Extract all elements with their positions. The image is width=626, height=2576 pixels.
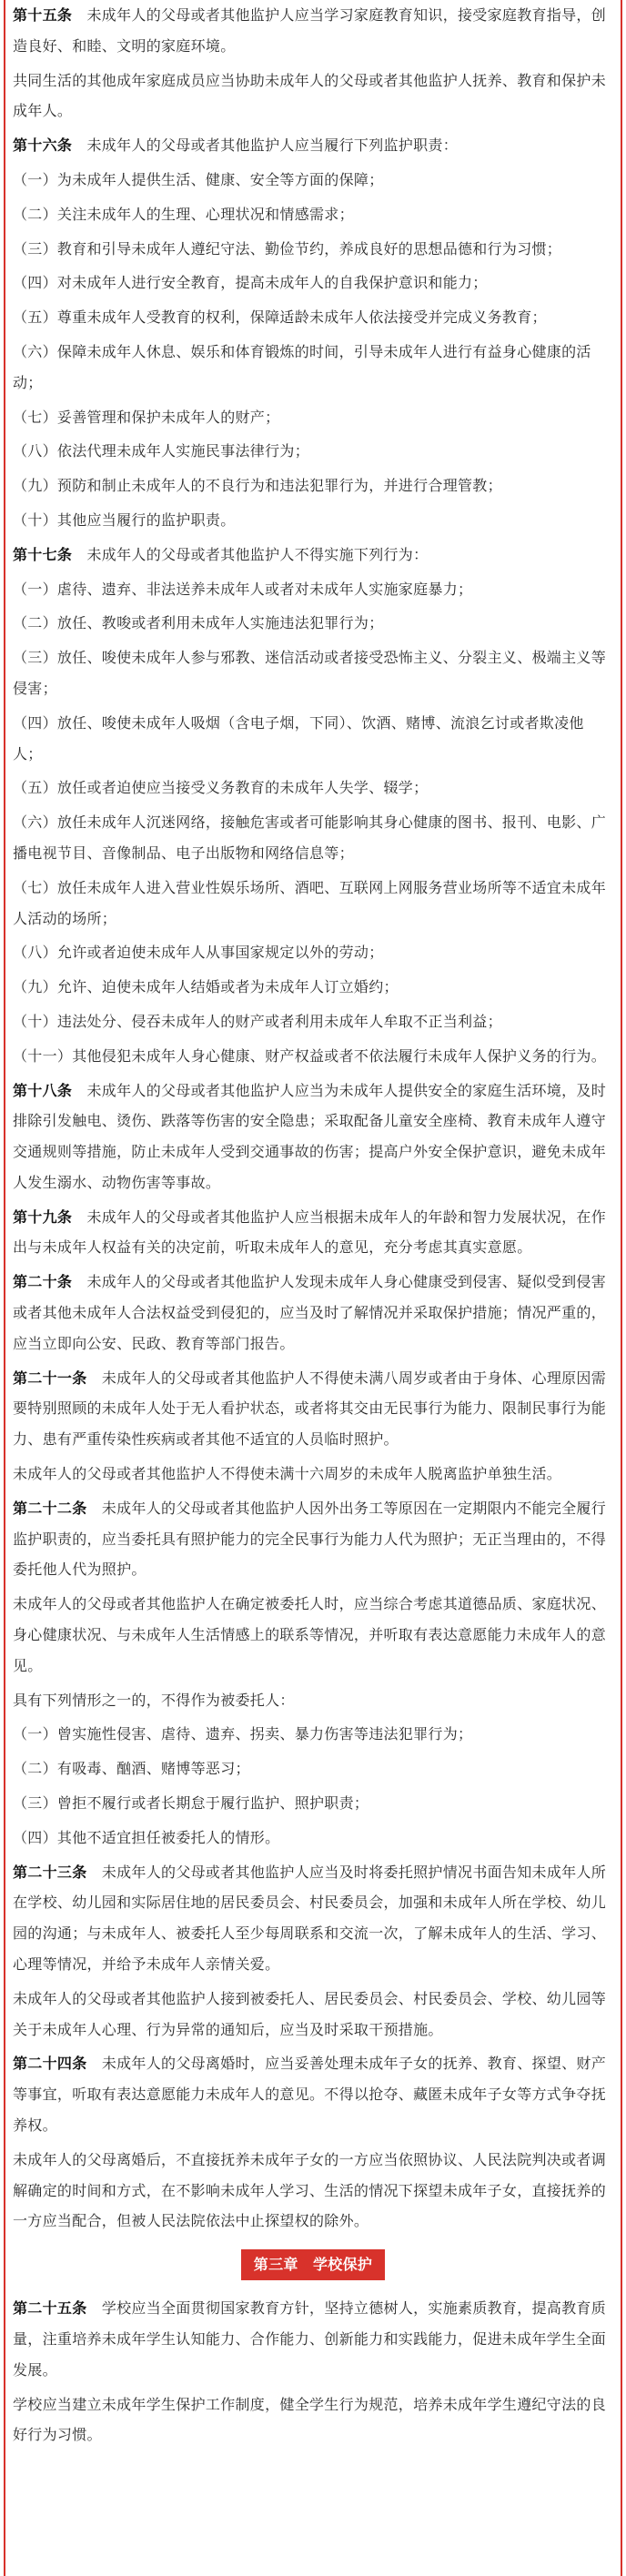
paragraph	[13, 873, 613, 934]
paragraph	[13, 574, 613, 605]
article-number: 第二十一条	[13, 1369, 87, 1387]
article-number: 第十九条	[13, 1207, 73, 1226]
paragraph-text: 未成年人的父母或者其他监护人在确定被委托人时，应当综合考虑其道德品质、家庭状况、身心健康状况、与未成年人生活情感上的联系等情况，并听取有表达意愿能力未成年人的意见。	[13, 1595, 607, 1674]
paragraph-text: （三）教育和引导未成年人遵纪守法、勤俭节约，养成良好的思想品德和行为习惯；	[13, 239, 562, 258]
paragraph-text: 未成年人的父母或者其他监护人应当履行下列监护职责：	[72, 136, 459, 155]
paragraph	[13, 608, 613, 639]
paragraph-text: 未成年人的父母或者其他监护人应当为未成年人提供安全的家庭生活环境，及时排除引发触电、烫伤、跌落等伤害的安全隐患；采取配备儿童安全座椅、教育未成年人遵守交通规则等措施，防止未成年人受到交通事故的伤害；提高户外安全保护意识，避免未成年人发生溺水、动物伤害等事故。	[13, 1081, 607, 1191]
paragraph-text: 未成年人的父母或者其他监护人接到被委托人、居民委员会、村民委员会、学校、幼儿园等关于未成年人心理、行为异常的通知后，应当及时采取干预措施。	[13, 1989, 607, 2038]
paragraph-text: 未成年人的父母或者其他监护人因外出务工等原因在一定期限内不能完全履行监护职责的，应当委托具有照护能力的完全民事行为能力人代为照护；无正当理由的，不得委托他人代为照护。	[13, 1499, 607, 1579]
paragraph-text: 未成年人的父母或者其他监护人不得使未满十六周岁的未成年人脱离监护单独生活。	[13, 1465, 562, 1483]
paragraph	[13, 773, 613, 803]
paragraph	[13, 1041, 613, 1072]
paragraph	[13, 199, 613, 230]
article-paragraph	[13, 540, 613, 571]
article-number: 第十五条	[13, 6, 73, 24]
article-paragraph	[13, 1267, 613, 1359]
paragraph	[13, 302, 613, 333]
article-paragraph	[13, 1857, 613, 1980]
paragraph-text: 未成年人的父母或者其他监护人不得实施下列行为：	[72, 545, 429, 563]
paragraph-text: （十一）其他侵犯未成年人身心健康、财产权益或者不依法履行未成年人保护义务的行为。	[13, 1046, 607, 1065]
paragraph-text: （三）曾拒不履行或者长期怠于履行监护、照护职责；	[13, 1794, 369, 1813]
article-number: 第二十五条	[13, 2299, 87, 2318]
paragraph-text: （九）预防和制止未成年人的不良行为和违法犯罪行为，并进行合理管教；	[13, 477, 502, 495]
article-paragraph	[13, 1363, 613, 1455]
paragraph-text: （一）为未成年人提供生活、健康、安全等方面的保障；	[13, 170, 384, 188]
paragraph-text: 未成年人的父母或者其他监护人应当及时将委托照护情况书面告知未成年人所在学校、幼儿园和实际居住地的居民委员会、村民委员会，加强和未成年人所在学校、幼儿园的沟通；与未成年人、被委托人至少每周联系和交流一次，了解未成年人的生活、学习、心理等情况，并给予未成年人亲情关爱。	[13, 1863, 607, 1974]
article-paragraph	[13, 130, 613, 161]
article-paragraph	[13, 1493, 613, 1585]
paragraph-text: 未成年人的父母或者其他监护人应当学习家庭教育知识，接受家庭教育指导，创造良好、和睦、文明的家庭环境。	[13, 6, 607, 55]
paragraph-text: 未成年人的父母离婚后，不直接抚养未成年子女的一方应当依照协议、人民法院判决或者调解确定的时间和方式，在不影响未成年人学习、生活的情况下探望未成年子女，直接抚养的一方应当配合，但被人民法院依法中止探望权的除外。	[13, 2150, 607, 2230]
paragraph	[13, 2145, 613, 2237]
paragraph-text: （三）放任、唆使未成年人参与邪教、迷信活动或者接受恐怖主义、分裂主义、极端主义等侵害；	[13, 649, 607, 697]
paragraph	[13, 402, 613, 433]
article-paragraph	[13, 0, 613, 62]
paragraph-text: （四）对未成年人进行安全教育，提高未成年人的自我保护意识和能力；	[13, 274, 488, 292]
paragraph-text: （二）放任、教唆或者利用未成年人实施违法犯罪行为；	[13, 614, 384, 632]
paragraph-text: 共同生活的其他成年家庭成员应当协助未成年人的父母或者其他监护人抚养、教育和保护未成年人。	[13, 71, 607, 120]
paragraph-text: 具有下列情形之一的，不得作为被委托人：	[13, 1691, 295, 1709]
paragraph	[13, 972, 613, 1003]
article-number: 第二十二条	[13, 1499, 87, 1517]
paragraph-text: 未成年人的父母或者其他监护人不得使未满八周岁或者由于身体、心理原因需要特别照顾的未成年人处于无人看护状态，或者将其交由无民事行为能力、限制民事行为能力、患有严重传染性疾病或者其他不适宜的人员临时照护。	[13, 1369, 607, 1449]
paragraph	[13, 1984, 613, 2046]
paragraph	[13, 165, 613, 196]
paragraph	[13, 1685, 613, 1716]
article-number: 第二十条	[13, 1273, 73, 1291]
paragraph-text: 学校应当全面贯彻国家教育方针，坚持立德树人，实施素质教育，提高教育质量，注重培养未成年学生认知能力、合作能力、创新能力和实践能力，促进未成年学生全面发展。	[13, 2299, 607, 2379]
paragraph-text: （四）其他不适宜担任被委托人的情形。	[13, 1828, 280, 1846]
paragraph	[13, 234, 613, 265]
chapter-heading: 第三章 学校保护	[241, 2249, 385, 2280]
paragraph	[13, 1589, 613, 1681]
article-paragraph	[13, 2048, 613, 2140]
paragraph	[13, 66, 613, 127]
law-text	[13, 0, 613, 2450]
paragraph-text: （六）放任未成年人沉迷网络，接触危害或者可能影响其身心健康的图书、报刊、电影、广播电视节目、音像制品、电子出版物和网络信息等；	[13, 813, 607, 862]
paragraph	[13, 1753, 613, 1784]
paragraph	[13, 937, 613, 968]
paragraph	[13, 1459, 613, 1490]
paragraph-text: 未成年人的父母或者其他监护人发现未成年人身心健康受到侵害、疑似受到侵害或者其他未成年人合法权益受到侵犯的，应当及时了解情况并采取保护措施；情况严重的，应当立即向公安、民政、教育等部门报告。	[13, 1273, 607, 1352]
article-number: 第十六条	[13, 136, 73, 155]
paragraph-text: （十）其他应当履行的监护职责。	[13, 510, 236, 529]
paragraph-text: （九）允许、迫使未成年人结婚或者为未成年人订立婚约；	[13, 978, 399, 996]
article-number: 第二十三条	[13, 1863, 87, 1881]
article-number: 第二十四条	[13, 2055, 87, 2073]
paragraph-text: （八）依法代理未成年人实施民事法律行为；	[13, 442, 310, 460]
paragraph	[13, 2389, 613, 2451]
paragraph-text: 未成年人的父母离婚时，应当妥善处理未成年子女的抚养、教育、探望、财产等事宜，听取有表达意愿能力未成年人的意见。不得以抢夺、藏匿未成年子女等方式争夺抚养权。	[13, 2055, 607, 2134]
chapter-heading-wrap	[13, 2237, 613, 2289]
paragraph-text: （二）有吸毒、酗酒、赌博等恶习；	[13, 1760, 250, 1778]
paragraph	[13, 1006, 613, 1037]
article-number: 第十八条	[13, 1081, 73, 1099]
article-paragraph	[13, 1202, 613, 1264]
paragraph	[13, 268, 613, 298]
paragraph-text: （七）放任未成年人进入营业性娱乐场所、酒吧、互联网上网服务营业场所等不适宜未成年人活动的场所；	[13, 878, 607, 927]
paragraph	[13, 505, 613, 536]
paragraph-text: 学校应当建立未成年学生保护工作制度，健全学生行为规范，培养未成年学生遵纪守法的良好行为习惯。	[13, 2395, 607, 2444]
paragraph	[13, 708, 613, 770]
paragraph	[13, 1823, 613, 1854]
paragraph	[13, 1788, 613, 1819]
paragraph	[13, 1719, 613, 1750]
paragraph-text: （一）虐待、遗弃、非法送养未成年人或者对未成年人实施家庭暴力；	[13, 580, 473, 598]
paragraph-text: 未成年人的父母或者其他监护人应当根据未成年人的年龄和智力发展状况，在作出与未成年人权益有关的决定前，听取未成年人的意见，充分考虑其真实意愿。	[13, 1207, 607, 1257]
paragraph	[13, 470, 613, 501]
paragraph-text: （六）保障未成年人休息、娱乐和体育锻炼的时间，引导未成年人进行有益身心健康的活动；	[13, 342, 591, 391]
paragraph-text: （二）关注未成年人的生理、心理状况和情感需求；	[13, 205, 354, 223]
article-paragraph	[13, 2293, 613, 2385]
article-paragraph	[13, 1076, 613, 1198]
paragraph	[13, 436, 613, 467]
paragraph	[13, 337, 613, 399]
paragraph-text: （一）曾实施性侵害、虐待、遗弃、拐卖、暴力伤害等违法犯罪行为；	[13, 1725, 473, 1743]
article-number: 第十七条	[13, 545, 73, 563]
paragraph-text: （七）妥善管理和保护未成年人的财产；	[13, 408, 280, 426]
paragraph-text: （十）违法处分、侵吞未成年人的财产或者利用未成年人牟取不正当利益；	[13, 1012, 502, 1030]
paragraph-text: （四）放任、唆使未成年人吸烟（含电子烟，下同）、饮酒、赌博、流浪乞讨或者欺凌他人；	[13, 713, 584, 763]
paragraph-text: （八）允许或者迫使未成年人从事国家规定以外的劳动；	[13, 944, 384, 962]
paragraph-text: （五）尊重未成年人受教育的权利，保障适龄未成年人依法接受并完成义务教育；	[13, 308, 547, 327]
paragraph	[13, 642, 613, 704]
paragraph	[13, 807, 613, 869]
paragraph-text: （五）放任或者迫使应当接受义务教育的未成年人失学、辍学；	[13, 779, 429, 797]
